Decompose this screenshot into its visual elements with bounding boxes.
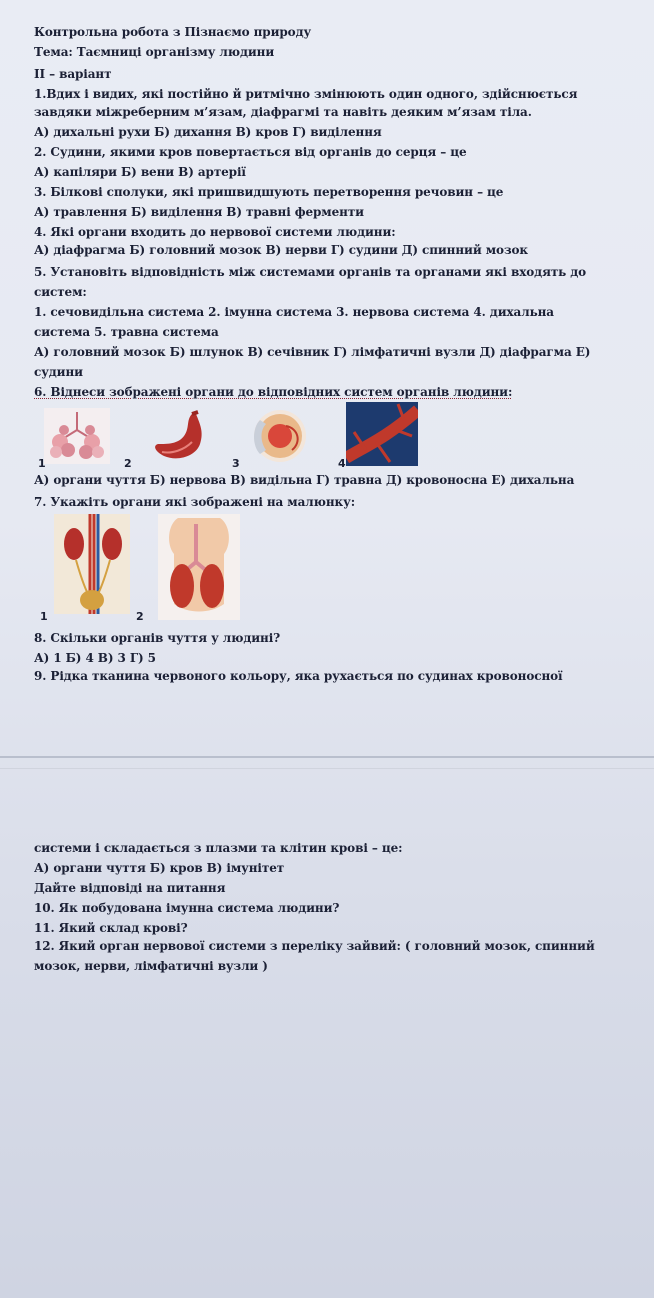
question-5-text: 5. Установіть відповідність між системами органів та органами які входять до	[34, 265, 587, 279]
worksheet-title: Контрольна робота з Пізнаємо природу	[34, 25, 312, 39]
question-4-text: 4. Які органи входить до нервової системи людини:	[34, 225, 396, 239]
question-10-text: 10. Як побудована імунна система людини?	[34, 901, 340, 915]
question-5-organs-cont: судини	[34, 365, 83, 379]
worksheet-variant: ІІ – варіант	[34, 67, 112, 81]
question-1-text-cont: завдяки міжреберним м’язам, діафрагмі та навіть деяким м’язам тіла.	[34, 105, 532, 119]
question-6-options: А) органи чуття Б) нервова В) видільна Г) травна Д) кровоносна Е) дихальна	[34, 473, 575, 487]
q7-image-label-2: 2	[136, 610, 144, 623]
question-4-options: А) діафрагма Б) головний мозок В) нерви Г) судини Д) спинний мозок	[34, 243, 528, 257]
q7-image-label-1: 1	[40, 610, 48, 623]
question-3-options: А) травлення Б) виділення В) травні ферменти	[34, 205, 364, 219]
question-5-organs: А) головний мозок Б) шлунок В) сечівник Г) лімфатичні вузли Д) діафрагма Е)	[34, 345, 591, 359]
question-5-systems-cont: система 5. травна система	[34, 325, 219, 339]
question-12-text-cont: мозок, нерви, лімфатичні вузли )	[34, 959, 268, 973]
question-11-text: 11. Який склад крові?	[34, 921, 188, 935]
respiratory-system-icon	[158, 514, 240, 620]
worksheet-topic: Тема: Таємниці організму людини	[34, 45, 275, 59]
blood-vessel-icon	[346, 402, 418, 466]
eyeball-icon	[246, 406, 312, 466]
question-6-text: 6. Віднеси зображені органи до відповідних систем органів людини:	[34, 385, 513, 399]
stomach-icon	[148, 410, 218, 465]
q6-image-label-4: 4	[338, 457, 346, 470]
question-1-text: 1.Вдих і видих, які постійно й ритмічно змінюють один одного, здійснюється	[34, 87, 578, 101]
question-7-text: 7. Укажіть органи які зображені на малюнку:	[34, 495, 356, 509]
question-1-options: А) дихальні рухи Б) дихання В) кров Г) виділення	[34, 125, 382, 139]
q6-image-label-1: 1	[38, 457, 46, 470]
question-3-text: 3. Білкові сполуки, які пришвидшують перетворення речовин – це	[34, 185, 504, 199]
open-questions-header: Дайте відповіді на питання	[34, 881, 226, 895]
question-9-text: 9. Рідка тканина червоного кольору, яка рухається по судинах кровоносної	[34, 669, 563, 683]
question-2-options: А) капіляри Б) вени В) артерії	[34, 165, 246, 179]
question-5-systems: 1. сечовидільна система 2. імунна система 3. нервова система 4. дихальна	[34, 305, 554, 319]
question-8-text: 8. Скільки органів чуття у людині?	[34, 631, 281, 645]
question-8-options: А) 1 Б) 4 В) 3 Г) 5	[34, 651, 156, 665]
question-9-options: А) органи чуття Б) кров В) імунітет	[34, 861, 285, 875]
q6-image-label-3: 3	[232, 457, 240, 470]
question-2-text: 2. Судини, якими кров повертається від органів до серця – це	[34, 145, 467, 159]
lungs-alveoli-icon	[44, 408, 110, 464]
question-5-text-cont: систем:	[34, 285, 87, 299]
page-break-divider-2	[0, 768, 654, 769]
q6-image-label-2: 2	[124, 457, 132, 470]
question-12-text: 12. Який орган нервової системи з переліку зайвий: ( головний мозок, спинний	[34, 939, 595, 953]
urinary-system-icon	[54, 514, 130, 614]
question-9-text-cont: системи і складається з плазми та клітин крові – це:	[34, 841, 403, 855]
page-break-divider	[0, 756, 654, 758]
